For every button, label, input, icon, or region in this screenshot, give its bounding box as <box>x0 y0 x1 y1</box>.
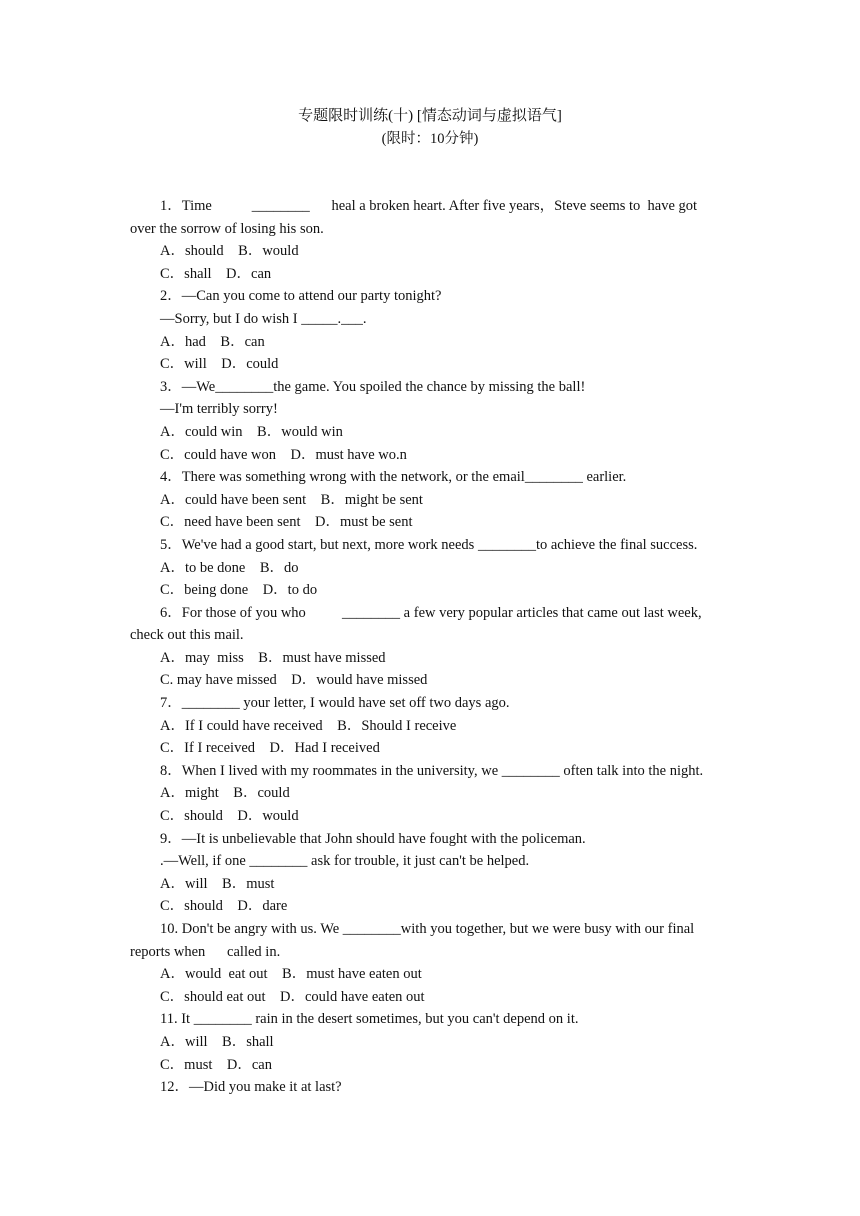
text-line: C．shall D．can <box>160 265 272 282</box>
text-line: 4．There was something wrong with the network, or the email________ earlier. <box>160 469 627 486</box>
text-line: reports when called in. <box>130 943 281 960</box>
text-line: 12．—Did you make it at last? <box>160 1079 342 1096</box>
text-line: A．to be done B．do <box>160 559 299 576</box>
text-line: A．might B．could <box>160 785 290 802</box>
text-line: A．could win B．would win <box>160 423 343 440</box>
text-line: A．may miss B．must have missed <box>160 649 386 666</box>
text-line: A．will B．shall <box>160 1033 274 1050</box>
time-limit-subtitle: (限时：10分钟) <box>381 131 479 147</box>
text-line: C．should D．would <box>160 808 299 825</box>
text-line: C．could have won D．must have wo.n <box>160 446 407 463</box>
text-line: 11. It ________ rain in the desert sometimes, but you can't depend on it. <box>160 1011 579 1028</box>
text-line: C．should D．dare <box>160 898 288 915</box>
text-line: C. may have missed D．would have missed <box>160 672 428 689</box>
text-line: C．will D．could <box>160 356 279 373</box>
text-line: C．being done D．to do <box>160 582 318 599</box>
text-line: 7．________ your letter, I would have set off two days ago. <box>160 695 510 712</box>
text-line: over the sorrow of losing his son. <box>130 220 324 237</box>
text-line: A．had B．can <box>160 333 265 350</box>
text-line: 9．—It is unbelievable that John should have fought with the policeman. <box>160 830 586 847</box>
text-line: A．If I could have received B．Should I receive <box>160 717 457 734</box>
text-line: 2．—Can you come to attend our party tonight? <box>160 288 442 305</box>
text-line: A．would eat out B．must have eaten out <box>160 966 422 983</box>
text-line: A．should B．would <box>160 243 299 260</box>
text-line: C．must D．can <box>160 1056 272 1073</box>
text-line: —Sorry, but I do wish I _____.___. <box>160 310 367 327</box>
text-line: C．should eat out D．could have eaten out <box>160 988 425 1005</box>
text-line: 8．When I lived with my roommates in the university, we ________ often talk into the night. <box>160 762 704 779</box>
text-line: —I'm terribly sorry! <box>160 401 278 418</box>
text-line: check out this mail. <box>130 627 244 644</box>
exercise-body <box>130 195 732 1099</box>
text-line: 10. Don't be angry with us. We ________with you together, but we were busy with our final <box>160 921 695 937</box>
text-line: A．could have been sent B．might be sent <box>160 491 423 508</box>
page-title: 专题限时训练(十) [情态动词与虚拟语气] <box>298 108 562 124</box>
text-line: 1．Time ________ heal a broken heart. After five years，Steve seems to have got <box>160 198 698 214</box>
text-line: C．If I received D．Had I received <box>160 740 380 757</box>
text-line: .—Well, if one ________ ask for trouble, it just can't be helped. <box>160 853 530 870</box>
text-line: A．will B．must <box>160 875 275 892</box>
text-line: 5．We've had a good start, but next, more work needs ________to achieve the final success. <box>160 536 698 553</box>
text-line: 3．—We________the game. You spoiled the chance by missing the ball! <box>160 378 586 395</box>
text-line: 6．For those of you who ________ a few very popular articles that came out last week, <box>160 604 702 621</box>
text-line: C．need have been sent D．must be sent <box>160 514 413 531</box>
